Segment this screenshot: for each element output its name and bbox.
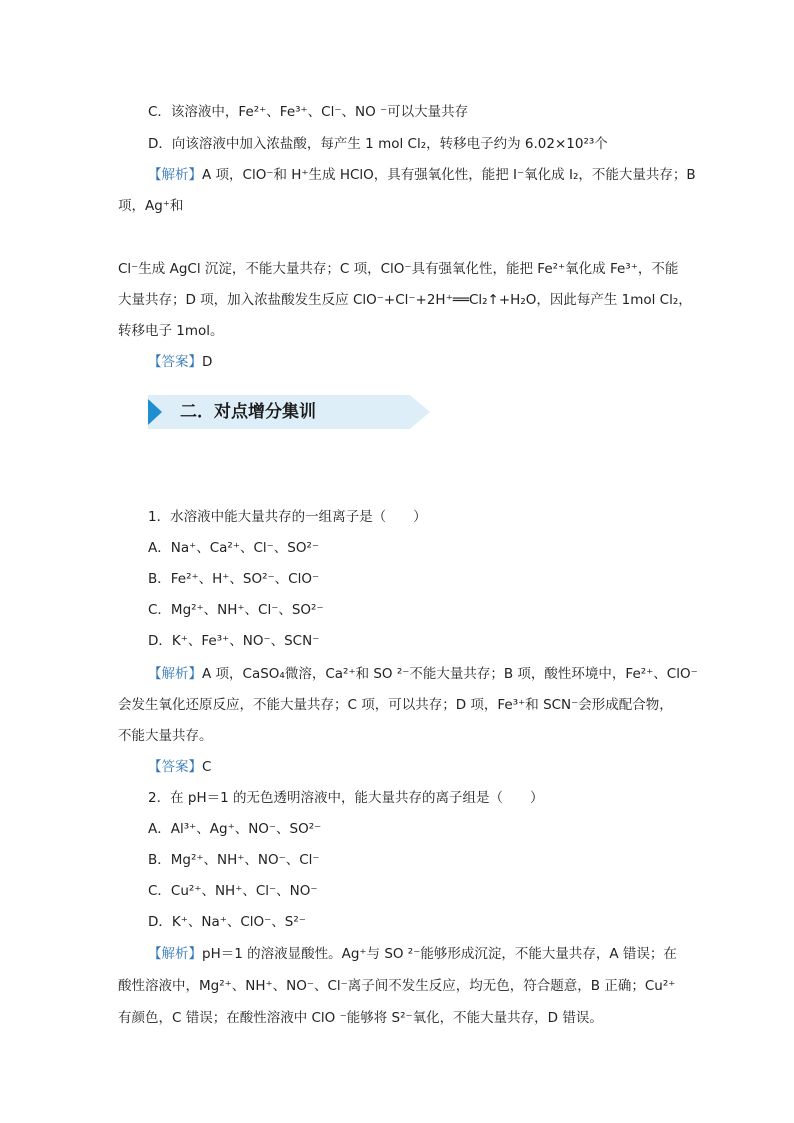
q1-option-b: B．Fe²⁺、H⁺、SO²⁻、ClO⁻ — [148, 571, 320, 587]
q1-option-d: D．K⁺、Fe³⁺、NO⁻、SCN⁻ — [148, 633, 320, 649]
q1-analysis-tag: 【解析】 — [148, 666, 202, 682]
answer-tag: 【答案】 — [148, 354, 202, 370]
q1-option-a: A．Na⁺、Ca²⁺、Cl⁻、SO²⁻ — [148, 540, 320, 556]
q2-analysis-text: pH＝1 的溶液显酸性。Ag⁺与 SO ²⁻能够形成沉淀，不能大量共存，A 错误；在 — [202, 946, 677, 962]
analysis-line-3: 大量共存；D 项，加入浓盐酸发生反应 ClO⁻+Cl⁻+2H⁺══Cl₂↑+H₂O，因此每产生 1mol Cl₂， — [118, 292, 692, 308]
q2-option-b: B．Mg²⁺、NH⁺、NO⁻、Cl⁻ — [148, 852, 320, 868]
analysis-tag: 【解析】 — [148, 167, 202, 183]
q2-stem: 2．在 pH＝1 的无色透明溶液中，能大量共存的离子组是（ ） — [148, 790, 544, 806]
option-c-line: C．该溶液中，Fe²⁺、Fe³⁺、Cl⁻、NO ⁻可以大量共存 — [148, 104, 469, 120]
q2-option-a: A．Al³⁺、Ag⁺、NO⁻、SO²⁻ — [148, 821, 322, 837]
q1-answer-line — [148, 757, 211, 777]
analysis-text: A 项，ClO⁻和 H⁺生成 HClO，具有强氧化性，能把 I⁻氧化成 I₂，不能大量共存；B — [202, 167, 696, 183]
section-title: 二．对点增分集训 — [180, 402, 316, 422]
option-d-line: D．向该溶液中加入浓盐酸，每产生 1 mol Cl₂，转移电子约为 6.02×10²³个 — [148, 136, 608, 152]
q1-answer-tag: 【答案】 — [148, 759, 202, 775]
q2-option-d: D．K⁺、Na⁺、ClO⁻、S²⁻ — [148, 914, 306, 930]
q2-analysis-tag: 【解析】 — [148, 946, 202, 962]
analysis-line-4: 转移电子 1mol。 — [118, 323, 224, 339]
q1-option-c: C．Mg²⁺、NH⁺、Cl⁻、SO²⁻ — [148, 602, 324, 618]
answer-line — [148, 352, 212, 372]
analysis-continuation: 项，Ag⁺和 — [118, 198, 184, 214]
q1-analysis-line-2: 会发生氧化还原反应，不能大量共存；C 项，可以共存；D 项，Fe³⁺和 SCN⁻会形成配合物， — [118, 697, 673, 713]
analysis-line-2: Cl⁻生成 AgCl 沉淀，不能大量共存；C 项，ClO⁻具有强氧化性，能把 Fe²⁺氧化成 Fe³⁺，不能 — [118, 261, 679, 277]
q2-analysis-line-3: 有颜色，C 错误；在酸性溶液中 ClO ⁻能够将 S²⁻氧化，不能大量共存，D 错误。 — [118, 1010, 603, 1026]
section-banner — [148, 395, 430, 429]
q1-answer-text: C — [202, 759, 212, 775]
q1-analysis-text: A 项，CaSO₄微溶，Ca²⁺和 SO ²⁻不能大量共存；B 项，酸性环境中，Fe²⁺、ClO⁻ — [202, 666, 698, 682]
q1-stem: 1．水溶液中能大量共存的一组离子是（ ） — [148, 509, 427, 525]
q2-analysis-line-2: 酸性溶液中，Mg²⁺、NH⁺、NO⁻、Cl⁻离子间不发生反应，均无色，符合题意，B 正确；Cu²⁺ — [118, 978, 676, 994]
q2-option-c: C．Cu²⁺、NH⁺、Cl⁻、NO⁻ — [148, 883, 318, 899]
answer-text: D — [202, 354, 213, 370]
q1-analysis-line-1 — [148, 664, 698, 684]
q1-analysis-line-3: 不能大量共存。 — [118, 728, 213, 744]
analysis-line — [148, 165, 696, 185]
q2-analysis-line-1 — [148, 944, 677, 964]
